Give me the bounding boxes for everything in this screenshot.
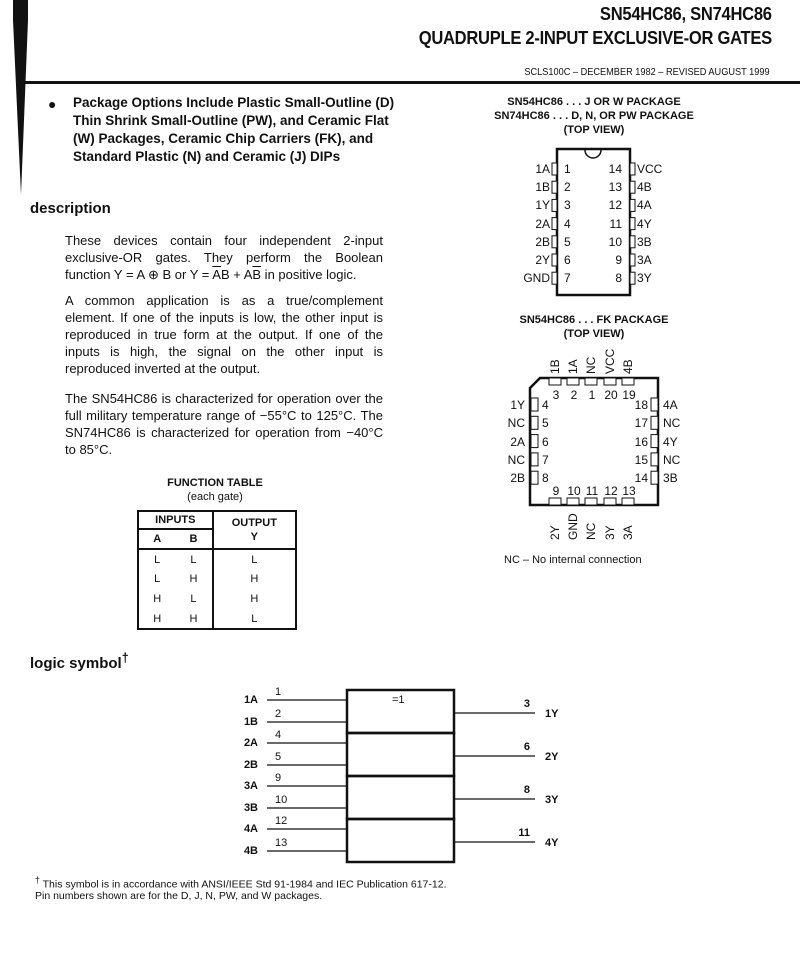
fk-pin-number: 15 xyxy=(634,452,648,467)
footnote-dagger: † xyxy=(35,875,40,885)
fk-pin-number: 12 xyxy=(604,484,618,498)
dip-pin-number: 6 xyxy=(564,253,571,267)
output-pin-number: 8 xyxy=(523,784,530,796)
description-p2: A common application is as a true/complement element. If one of the inputs is low, the other input is reproduced in true form at the output. If one of the inputs is high, the signal on the other input is reproduced inverted at the output. xyxy=(65,293,383,376)
output-label: 2Y xyxy=(545,751,559,763)
table-cell: H xyxy=(175,609,212,629)
function-table-title: FUNCTION TABLE xyxy=(167,477,263,489)
dip-title-2: SN74HC86 . . . D, N, OR PW PACKAGE xyxy=(494,110,694,122)
fk-pin-number: 8 xyxy=(542,471,549,486)
dip-pin-number: 11 xyxy=(609,216,622,231)
dip-pin-number: 7 xyxy=(564,271,571,286)
table-cell: L xyxy=(175,549,212,569)
dip-pin-number: 14 xyxy=(608,162,622,176)
output-label: 3Y xyxy=(545,794,559,806)
dip-pin-label: 1A xyxy=(535,162,550,176)
dip-pin-label: GND xyxy=(523,271,550,286)
input-label: 3A xyxy=(243,780,258,792)
doc-title-function: QUADRUPLE 2-INPUT EXCLUSIVE-OR GATES xyxy=(418,28,772,48)
fk-pin-number: 6 xyxy=(542,434,549,449)
input-label: 1A xyxy=(243,694,258,706)
input-label: 4A xyxy=(243,823,258,835)
input-pin-number: 2 xyxy=(275,708,282,720)
dip-pin-label: 4Y xyxy=(637,216,652,231)
input-pin-number: 10 xyxy=(275,794,288,806)
doc-title-parts: SN54HC86, SN74HC86 xyxy=(600,4,772,24)
fk-pin-label: NC xyxy=(663,452,681,467)
fk-pin-label: 3A xyxy=(621,525,635,540)
dip-pin-label: 3A xyxy=(637,253,652,267)
table-cell: H xyxy=(250,593,259,605)
fk-pin-label: NC xyxy=(663,416,681,431)
output-label: OUTPUT xyxy=(231,517,277,529)
fk-pin-label: 4B xyxy=(621,359,635,374)
fk-pin-number: 7 xyxy=(542,452,549,467)
fk-pin-number: 16 xyxy=(634,434,648,449)
logic-symbol-title: logic symbol xyxy=(30,655,122,672)
input-pin-number: 13 xyxy=(275,837,288,849)
fk-title-1: SN54HC86 . . . FK PACKAGE xyxy=(519,314,669,326)
fk-pin-label: 3B xyxy=(663,471,678,486)
fk-pin-number: 1 xyxy=(588,388,596,402)
fk-pin-label: GND xyxy=(566,513,580,540)
fk-pin-number: 13 xyxy=(622,484,636,498)
output-pin-number: 3 xyxy=(523,698,530,710)
dip-pin-number: 10 xyxy=(608,234,622,249)
dip-pin-label: 3Y xyxy=(637,271,652,286)
fk-pin-label: NC xyxy=(507,416,525,431)
dip-pin-label: 4B xyxy=(637,180,652,195)
input-label: 2A xyxy=(243,737,258,749)
p1-text-c: in positive logic. xyxy=(261,267,357,282)
p1-overline-b: $\overline{B}$ xyxy=(252,267,262,282)
inputs-header: INPUTS xyxy=(138,511,213,529)
dip-pin-label: 3B xyxy=(637,234,652,249)
dip-pin-label: 2B xyxy=(535,234,550,249)
dagger-mark: † xyxy=(121,651,129,665)
fk-pin-number: 17 xyxy=(634,416,648,431)
dip-pin-label: VCC xyxy=(637,162,663,176)
fk-pin-number: 20 xyxy=(604,388,618,402)
fk-pin-number: 11 xyxy=(585,484,599,498)
fk-pin-label: 2B xyxy=(510,471,525,486)
description-p3: The SN54HC86 is characterized for operation over the full military temperature range of −55°C to 125°C. The SN74HC86 is characterized for operation from −40°C to 85°C. xyxy=(65,391,383,457)
doc-id: SCLS100C – DECEMBER 1982 – REVISED AUGUST 1999 xyxy=(524,67,770,78)
footnote-2: Pin numbers shown are for the D, J, N, PW, and W packages. xyxy=(35,890,323,902)
output-pin-number: 6 xyxy=(523,741,530,753)
fk-pin-number: 4 xyxy=(542,398,549,412)
footnote-1 xyxy=(35,875,446,891)
nc-note: NC – No internal connection xyxy=(504,554,642,566)
fk-pin-label: 2Y xyxy=(548,525,562,540)
dip-pin-label: 2A xyxy=(535,216,550,231)
output-pin-number: 11 xyxy=(518,827,530,839)
dip-pin-number: 4 xyxy=(564,216,571,231)
feature-package-options: Package Options Include Plastic Small-Outline (D) Thin Shrink Small-Outline (PW), and Ceramic Flat (W) Packages, Ceramic Chip Carriers (FK), and Standard Plastic (N) and Ceramic (J) DIPs xyxy=(73,95,395,164)
col-b: B xyxy=(175,529,212,549)
dip-pin-number: 5 xyxy=(564,234,571,249)
input-label: 3B xyxy=(243,802,258,814)
fk-pin-label: 3Y xyxy=(603,525,617,540)
table-cell: H xyxy=(175,569,212,589)
input-label: 1B xyxy=(243,716,258,728)
fk-pin-number: 19 xyxy=(622,388,636,402)
input-label: 4B xyxy=(243,845,258,857)
dip-pin-label: 2Y xyxy=(535,253,550,267)
fk-pin-label: NC xyxy=(584,356,598,374)
fk-pin-label: 1A xyxy=(566,359,580,374)
output-label: 1Y xyxy=(545,708,559,720)
dip-pin-number: 3 xyxy=(564,198,571,213)
fk-pin-number: 18 xyxy=(634,398,648,412)
table-cell: H xyxy=(153,593,162,605)
footnote-line-1: This symbol is in accordance with ANSI/IEEE Std 91-1984 and IEC Publication 617-12. xyxy=(39,878,447,891)
fk-pin-label: 4Y xyxy=(663,434,678,449)
table-cell: L xyxy=(251,553,258,566)
p1-overline-a: $\overline{A}$ xyxy=(212,267,221,282)
p1-text: These devices contain four independent 2-input exclusive-OR gates. They perform the Boolean function Y = A ⊕ B or Y = xyxy=(65,233,383,282)
table-cell: H xyxy=(153,612,162,625)
fk-title-2: (TOP VIEW) xyxy=(563,328,625,340)
input-pin-number: 1 xyxy=(275,686,282,698)
dip-pin-number: 1 xyxy=(564,162,571,176)
xor-gate-label: =1 xyxy=(392,694,405,706)
description-heading: description xyxy=(30,200,111,217)
col-y: Y xyxy=(250,531,258,543)
dip-pin-label: 1B xyxy=(535,180,550,195)
dip-pin-label: 1Y xyxy=(535,198,550,213)
fk-pin-number: 14 xyxy=(634,471,648,486)
fk-pin-number: 9 xyxy=(552,484,560,498)
input-pin-number: 12 xyxy=(275,815,288,827)
function-table-subtitle: (each gate) xyxy=(187,491,243,503)
input-pin-number: 5 xyxy=(275,751,282,763)
output-label: 4Y xyxy=(545,837,559,849)
fk-pin-label: VCC xyxy=(603,348,617,374)
fk-pin-label: NC xyxy=(584,522,598,540)
dip-title-1: SN54HC86 . . . J OR W PACKAGE xyxy=(507,96,681,108)
dip-pin-number: 2 xyxy=(564,180,571,195)
input-label: 2B xyxy=(243,759,258,771)
col-a: A xyxy=(153,533,162,545)
fk-pin-number: 10 xyxy=(567,484,581,498)
p1-text-b: B + A xyxy=(220,267,253,282)
fk-pin-label: 1Y xyxy=(510,398,525,412)
dip-pin-number: 8 xyxy=(615,271,622,286)
fk-pin-number: 5 xyxy=(542,416,549,431)
fk-pin-label: 2A xyxy=(510,434,525,449)
table-cell: L xyxy=(175,589,212,609)
fk-pin-label: 1B xyxy=(548,359,562,374)
input-pin-number: 9 xyxy=(275,772,282,784)
fk-pin-number: 3 xyxy=(552,388,560,402)
dip-pin-number: 9 xyxy=(615,253,622,267)
table-cell: L xyxy=(154,553,161,566)
fk-pin-number: 2 xyxy=(570,388,578,402)
dip-title-3: (TOP VIEW) xyxy=(563,124,625,136)
dip-pin-number: 13 xyxy=(608,180,622,195)
dip-pin-number: 12 xyxy=(608,198,622,213)
table-cell: L xyxy=(251,612,258,625)
table-cell: H xyxy=(250,573,259,585)
table-cell: L xyxy=(154,573,161,585)
dip-pin-label: 4A xyxy=(637,198,652,213)
bullet-icon: ● xyxy=(48,96,57,112)
fk-pin-label: 4A xyxy=(663,398,678,412)
input-pin-number: 4 xyxy=(275,729,282,741)
fk-pin-label: NC xyxy=(507,452,525,467)
